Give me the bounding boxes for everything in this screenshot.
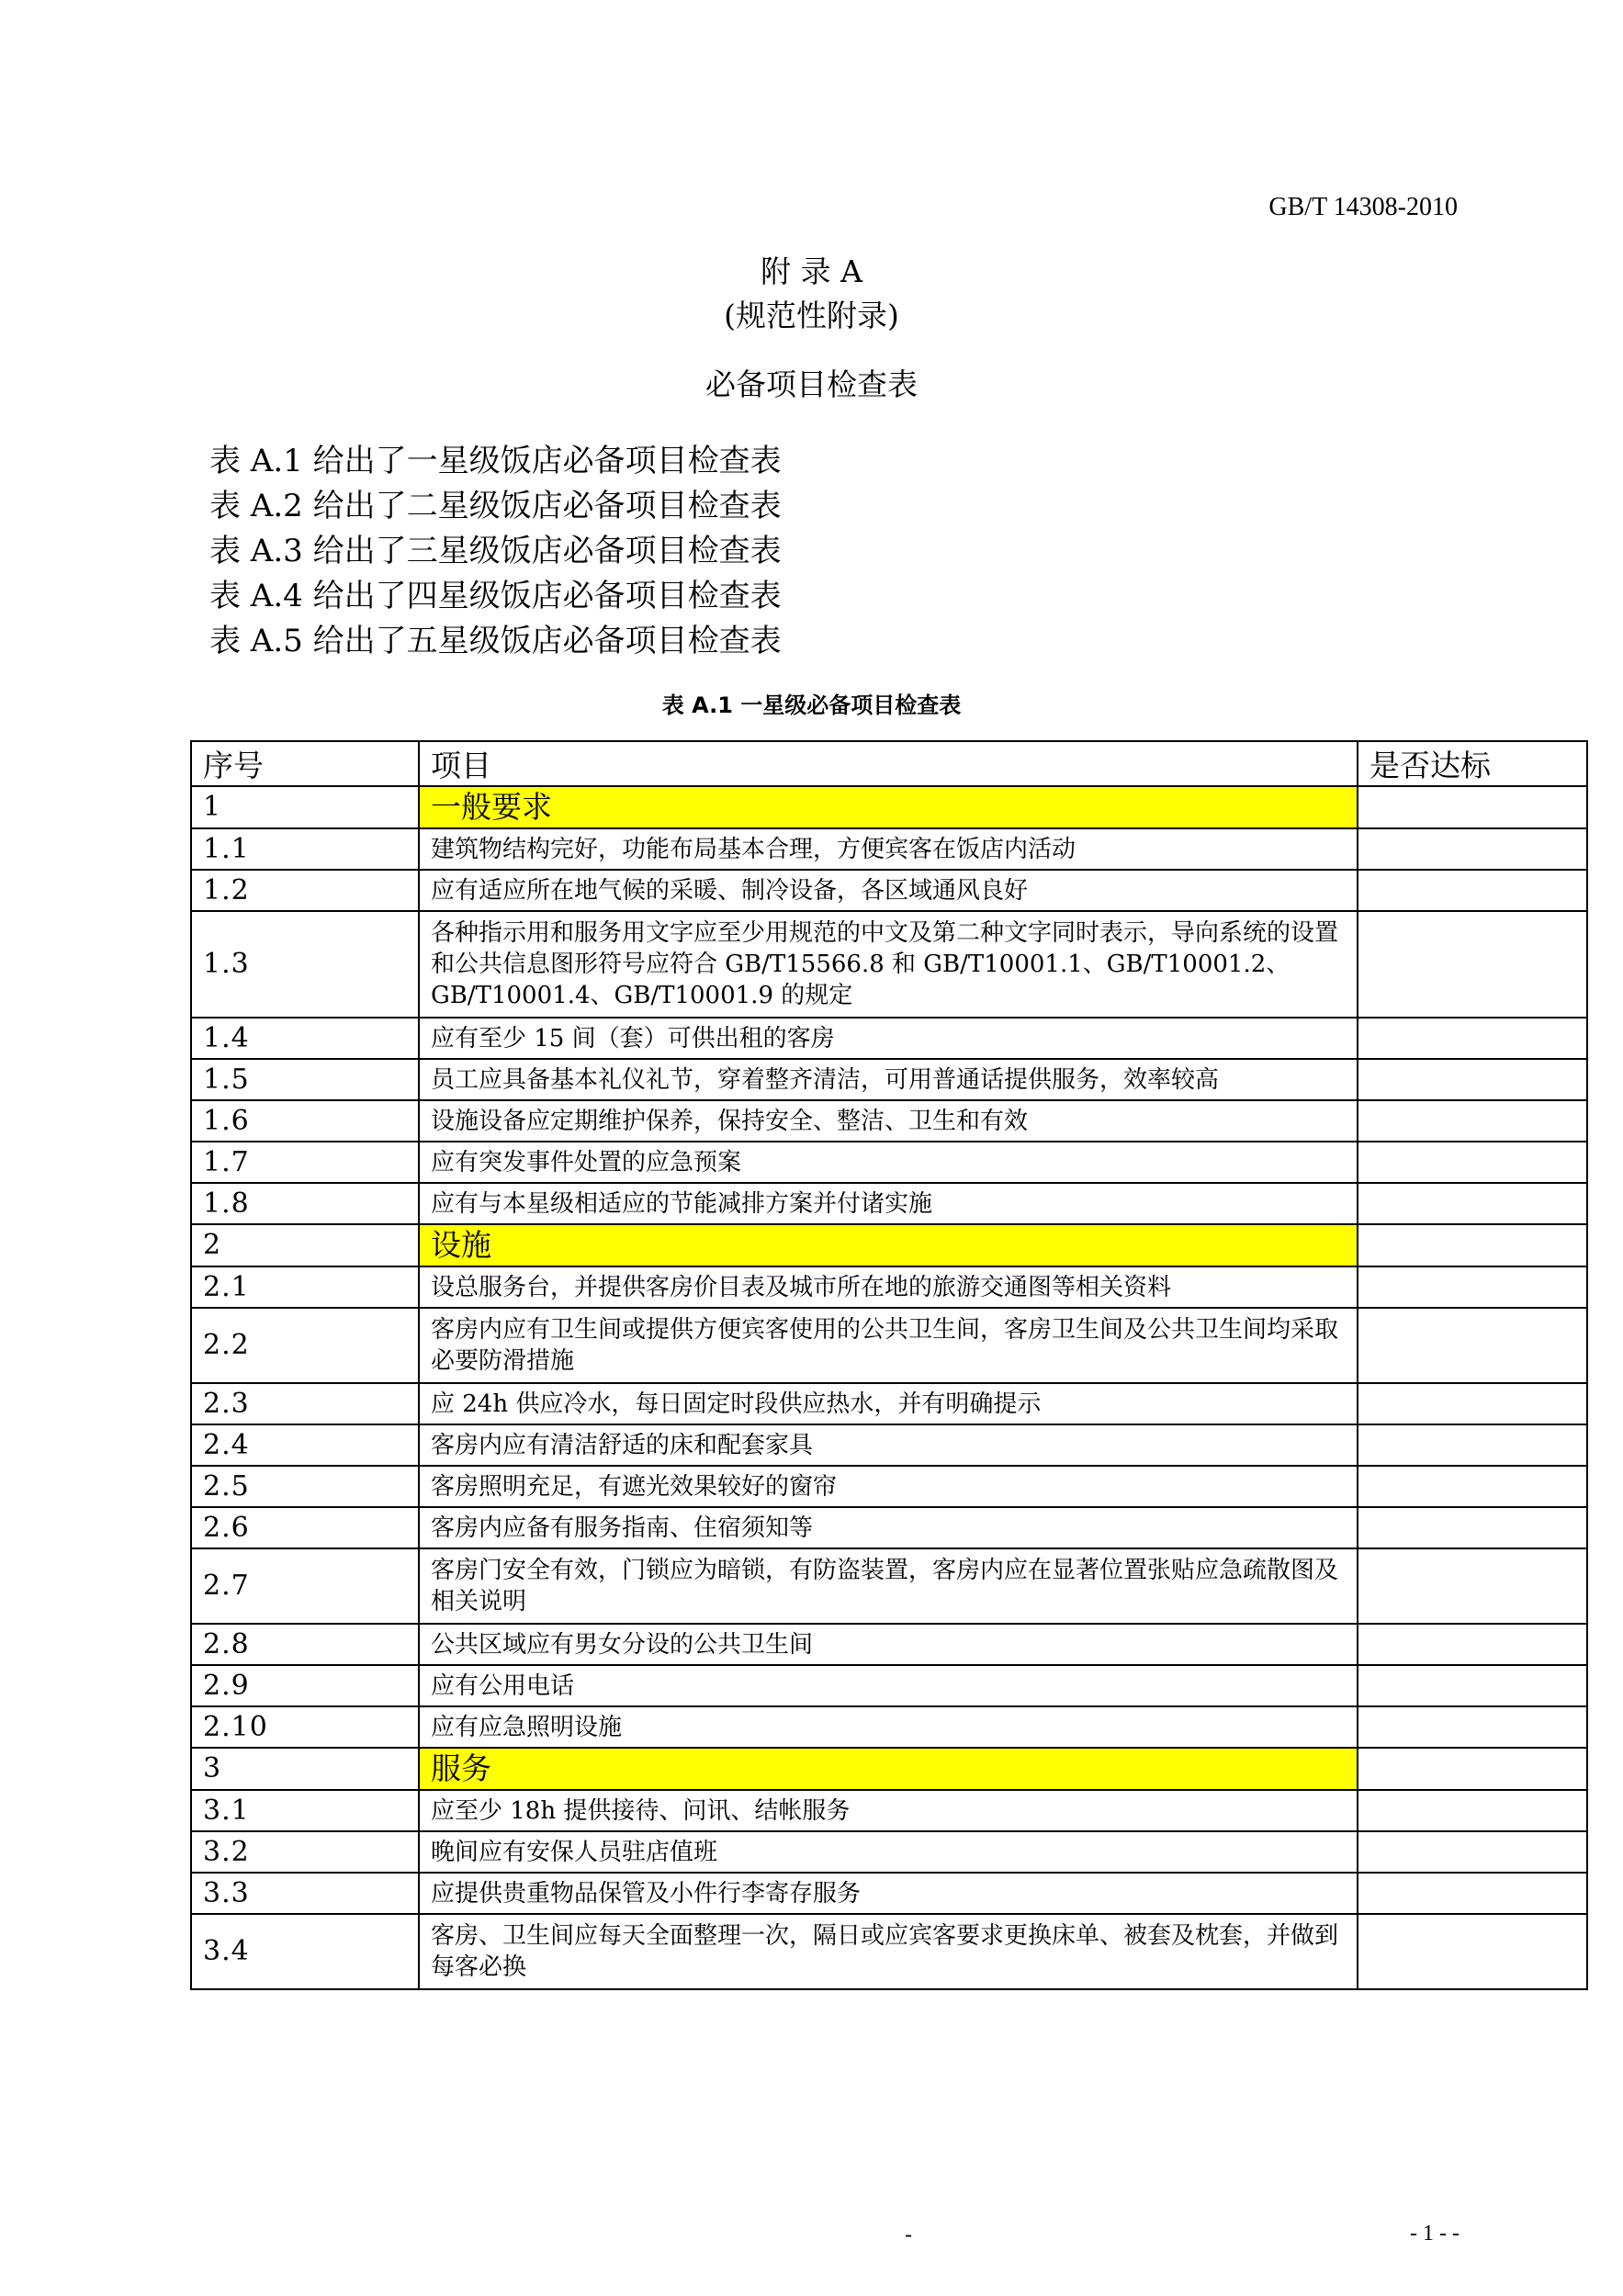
row-compliance[interactable] <box>1358 1266 1587 1308</box>
table-row <box>191 1018 1587 1059</box>
table-row <box>191 1308 1587 1383</box>
row-compliance[interactable] <box>1358 1059 1587 1100</box>
section-title: 服务 <box>419 1748 1358 1790</box>
row-number: 2.3 <box>191 1383 419 1424</box>
row-number: 1.7 <box>191 1142 419 1183</box>
row-item: 应 24h 供应冷水，每日固定时段供应热水，并有明确提示 <box>419 1383 1358 1424</box>
table-caption: 表 A.1 一星级必备项目检查表 <box>661 692 962 718</box>
row-item: 设施设备应定期维护保养，保持安全、整洁、卫生和有效 <box>419 1100 1358 1142</box>
intro-line: 表 A.4 给出了四星级饭店必备项目检查表 <box>209 578 782 614</box>
row-number: 2.7 <box>191 1548 419 1624</box>
row-compliance[interactable] <box>1358 911 1587 1018</box>
row-number: 2.9 <box>191 1665 419 1706</box>
row-number: 1.6 <box>191 1100 419 1142</box>
row-compliance[interactable] <box>1358 1100 1587 1142</box>
row-compliance[interactable] <box>1358 1665 1587 1706</box>
appendix-subtitle: (规范性附录) <box>724 298 899 333</box>
table-row <box>191 1183 1587 1224</box>
row-number: 3 <box>191 1748 419 1790</box>
row-number: 2.5 <box>191 1466 419 1507</box>
row-number: 3.3 <box>191 1873 419 1914</box>
row-item: 应有应急照明设施 <box>419 1706 1358 1748</box>
table-row <box>191 911 1587 1018</box>
row-number: 1.2 <box>191 870 419 911</box>
intro-line: 表 A.5 给出了五星级饭店必备项目检查表 <box>209 623 782 659</box>
row-number: 3.1 <box>191 1790 419 1831</box>
row-item: 各种指示用和服务用文字应至少用规范的中文及第二种文字同时表示，导向系统的设置和公共信息图形符号应符合 GB/T15566.8 和 GB/T10001.1、GB/T10001.2、GB/T10001.4、GB/T10001.9 的规定 <box>419 911 1358 1018</box>
row-item: 应有突发事件处置的应急预案 <box>419 1142 1358 1183</box>
row-compliance[interactable] <box>1358 1018 1587 1059</box>
row-number: 1.3 <box>191 911 419 1018</box>
row-item: 晚间应有安保人员驻店值班 <box>419 1831 1358 1873</box>
table-row <box>191 1142 1587 1183</box>
standard-code: GB/T 14308-2010 <box>1268 193 1458 221</box>
row-item: 建筑物结构完好，功能布局基本合理，方便宾客在饭店内活动 <box>419 828 1358 870</box>
row-item: 公共区域应有男女分设的公共卫生间 <box>419 1624 1358 1665</box>
row-compliance[interactable] <box>1358 1790 1587 1831</box>
checklist-table <box>190 740 1588 1990</box>
table-row <box>191 1266 1587 1308</box>
intro-list <box>209 439 782 664</box>
header-compliance: 是否达标 <box>1358 741 1587 786</box>
table-row <box>191 1059 1587 1100</box>
row-item: 员工应具备基本礼仪礼节，穿着整齐清洁，可用普通话提供服务，效率较高 <box>419 1059 1358 1100</box>
intro-line: 表 A.3 给出了三星级饭店必备项目检查表 <box>209 533 782 569</box>
row-number: 2.1 <box>191 1266 419 1308</box>
table-row <box>191 1873 1587 1914</box>
table-row <box>191 1831 1587 1873</box>
row-number: 3.2 <box>191 1831 419 1873</box>
row-number: 2.4 <box>191 1424 419 1466</box>
table-row <box>191 1507 1587 1548</box>
row-compliance[interactable] <box>1358 786 1587 828</box>
row-compliance[interactable] <box>1358 1142 1587 1183</box>
row-item: 应有至少 15 间（套）可供出租的客房 <box>419 1018 1358 1059</box>
row-item: 客房内应有清洁舒适的床和配套家具 <box>419 1424 1358 1466</box>
page-number: - 1 - - <box>1410 2222 1460 2245</box>
row-number: 1.5 <box>191 1059 419 1100</box>
table-row <box>191 828 1587 870</box>
row-item: 客房内应有卫生间或提供方便宾客使用的公共卫生间，客房卫生间及公共卫生间均采取必要防滑措施 <box>419 1308 1358 1383</box>
row-compliance[interactable] <box>1358 1183 1587 1224</box>
row-number: 2.2 <box>191 1308 419 1383</box>
row-item: 应提供贵重物品保管及小件行李寄存服务 <box>419 1873 1358 1914</box>
row-compliance[interactable] <box>1358 1706 1587 1748</box>
table-row <box>191 1624 1587 1665</box>
row-compliance[interactable] <box>1358 1548 1587 1624</box>
table-row <box>191 1548 1587 1624</box>
row-compliance[interactable] <box>1358 828 1587 870</box>
intro-line: 表 A.1 给出了一星级饭店必备项目检查表 <box>209 443 782 479</box>
row-compliance[interactable] <box>1358 870 1587 911</box>
row-number: 2.10 <box>191 1706 419 1748</box>
table-body <box>191 786 1587 1989</box>
row-compliance[interactable] <box>1358 1831 1587 1873</box>
table-row <box>191 1914 1587 1989</box>
table-row <box>191 870 1587 911</box>
row-number: 1.4 <box>191 1018 419 1059</box>
row-compliance[interactable] <box>1358 1308 1587 1383</box>
row-compliance[interactable] <box>1358 1624 1587 1665</box>
row-number: 2 <box>191 1224 419 1266</box>
intro-line: 表 A.2 给出了二星级饭店必备项目检查表 <box>209 488 782 524</box>
row-item: 应至少 18h 提供接待、问讯、结帐服务 <box>419 1790 1358 1831</box>
document-title: 必备项目检查表 <box>705 366 918 402</box>
row-compliance[interactable] <box>1358 1224 1587 1266</box>
row-item: 应有适应所在地气候的采暖、制冷设备，各区域通风良好 <box>419 870 1358 911</box>
row-item: 应有公用电话 <box>419 1665 1358 1706</box>
table-row <box>191 1706 1587 1748</box>
row-item: 客房、卫生间应每天全面整理一次，隔日或应宾客要求更换床单、被套及枕套，并做到每客必换 <box>419 1914 1358 1989</box>
row-compliance[interactable] <box>1358 1507 1587 1548</box>
header-number: 序号 <box>191 741 419 786</box>
section-title: 一般要求 <box>419 786 1358 828</box>
row-item: 应有与本星级相适应的节能减排方案并付诸实施 <box>419 1183 1358 1224</box>
table-row <box>191 1100 1587 1142</box>
row-compliance[interactable] <box>1358 1748 1587 1790</box>
footer-dash: - <box>905 2222 913 2247</box>
table-row <box>191 1424 1587 1466</box>
appendix-title: 附 录 A <box>761 253 862 289</box>
row-item: 客房门安全有效，门锁应为暗锁，有防盗装置，客房内应在显著位置张贴应急疏散图及相关说明 <box>419 1548 1358 1624</box>
row-item: 客房内应备有服务指南、住宿须知等 <box>419 1507 1358 1548</box>
row-compliance[interactable] <box>1358 1424 1587 1466</box>
row-number: 1.8 <box>191 1183 419 1224</box>
table-row <box>191 1790 1587 1831</box>
section-row <box>191 1224 1587 1266</box>
row-number: 3.4 <box>191 1914 419 1989</box>
table-row <box>191 1383 1587 1424</box>
table-row <box>191 1665 1587 1706</box>
row-compliance[interactable] <box>1358 1914 1587 1989</box>
section-row <box>191 786 1587 828</box>
section-row <box>191 1748 1587 1790</box>
section-title: 设施 <box>419 1224 1358 1266</box>
row-compliance[interactable] <box>1358 1873 1587 1914</box>
row-item: 设总服务台，并提供客房价目表及城市所在地的旅游交通图等相关资料 <box>419 1266 1358 1308</box>
row-number: 2.8 <box>191 1624 419 1665</box>
row-item: 客房照明充足，有遮光效果较好的窗帘 <box>419 1466 1358 1507</box>
row-number: 2.6 <box>191 1507 419 1548</box>
table-header-row <box>191 741 1587 786</box>
row-number: 1.1 <box>191 828 419 870</box>
row-compliance[interactable] <box>1358 1466 1587 1507</box>
table-row <box>191 1466 1587 1507</box>
header-item: 项目 <box>419 741 1358 786</box>
row-compliance[interactable] <box>1358 1383 1587 1424</box>
row-number: 1 <box>191 786 419 828</box>
